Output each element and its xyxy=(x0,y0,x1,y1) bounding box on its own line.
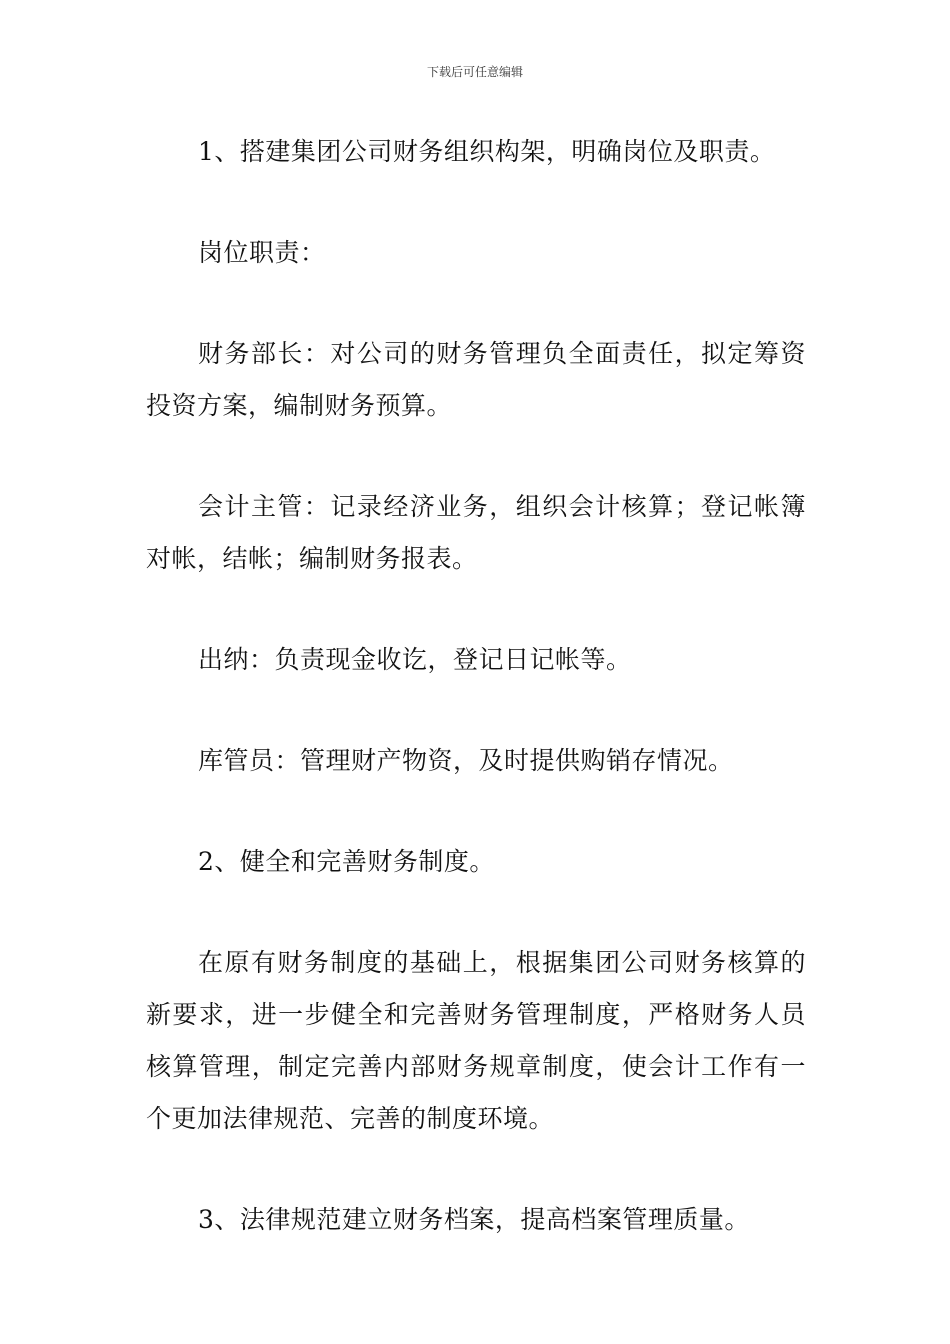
paragraph-job-duties-heading: 岗位职责： xyxy=(198,238,326,267)
document-body xyxy=(146,126,806,1246)
paragraph-cashier: 出纳：负责现金收讫，登记日记帐等。 xyxy=(198,645,632,674)
paragraph-gap xyxy=(146,178,806,227)
paragraph-gap xyxy=(146,585,806,634)
paragraph-gap xyxy=(146,432,806,481)
paragraph-section-2-heading: 2、健全和完善财务制度。 xyxy=(198,847,495,876)
paragraph-finance-minister: 财务部长：对公司的财务管理负全面责任，拟定筹资投资方案，编制财务预算。 xyxy=(146,339,806,420)
paragraph-financial-system: 在原有财务制度的基础上，根据集团公司财务核算的新要求，进一步健全和完善财务管理制度，严格财务人员核算管理，制定完善内部财务规章制度，使会计工作有一个更加法律规范、完善的制度环境。 xyxy=(146,948,806,1133)
paragraph-gap xyxy=(146,279,806,328)
paragraph-gap xyxy=(146,686,806,735)
paragraph-gap xyxy=(146,787,806,836)
paragraph-gap xyxy=(146,888,806,937)
paragraph-accounting-supervisor: 会计主管：记录经济业务，组织会计核算；登记帐簿对帐，结帐；编制财务报表。 xyxy=(146,492,806,573)
paragraph-gap xyxy=(146,1145,806,1194)
paragraph-warehouse-keeper: 库管员：管理财产物资，及时提供购销存情况。 xyxy=(198,746,734,775)
paragraph-section-3-heading: 3、法律规范建立财务档案，提高档案管理质量。 xyxy=(198,1205,750,1234)
page-header-note: 下载后可任意编辑 xyxy=(426,65,523,79)
paragraph-section-1-heading: 1、搭建集团公司财务组织构架，明确岗位及职责。 xyxy=(198,137,776,166)
